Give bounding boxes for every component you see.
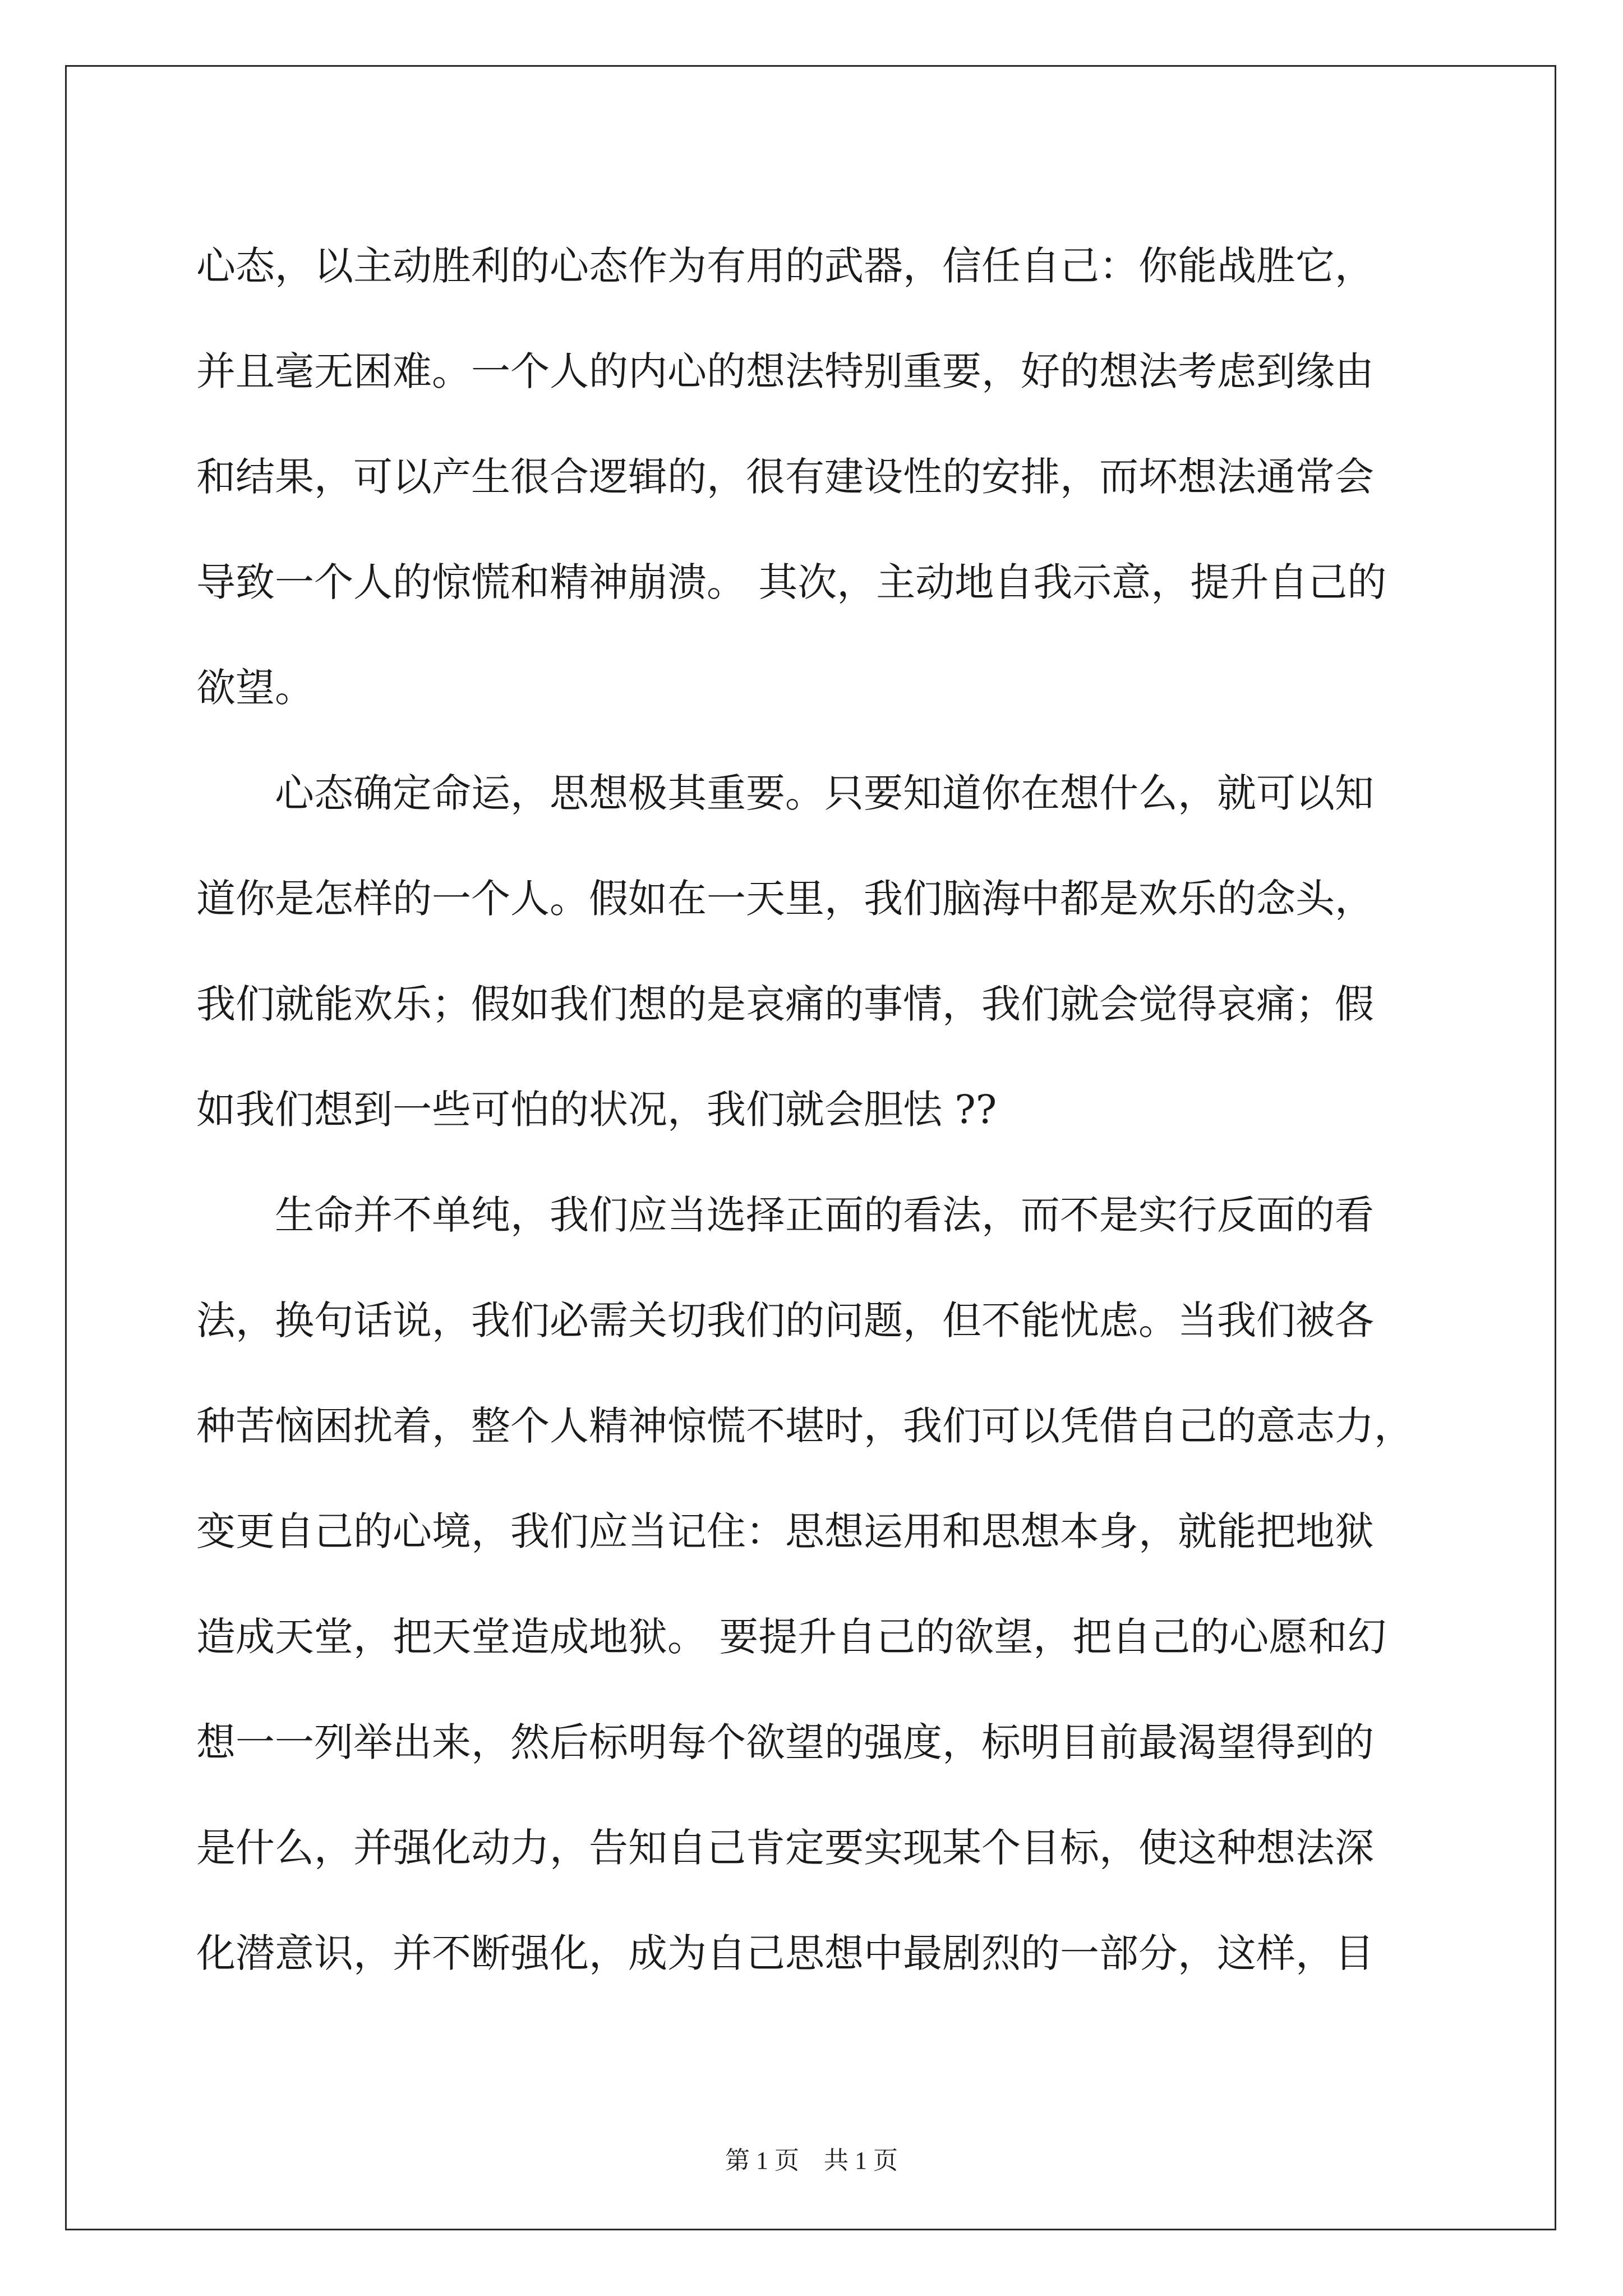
document-body — [196, 213, 1464, 2006]
text-line: 变更自己的心境，我们应当记住：思想运用和思想本身，就能把地狱 — [196, 1508, 1374, 1554]
text-line: 想一一列举出来，然后标明每个欲望的强度，标明目前最渴望得到的 — [196, 1719, 1374, 1765]
text-line: 化潜意识，并不断强化，成为自己思想中最剧烈的一部分，这样，目 — [196, 1930, 1374, 1976]
text-line: 导致一个人的惊慌和精神崩溃。 其次，主动地自我示意，提升自己的 — [196, 559, 1387, 605]
paragraph-start-line: 心态确定命运，思想极其重要。只要知道你在想什么，就可以知 — [275, 770, 1374, 816]
text-line: 造成天堂，把天堂造成地狱。 要提升自己的欲望，把自己的心愿和幻 — [196, 1614, 1387, 1660]
text-line: 和结果，可以产生很合逻辑的，很有建设性的安排，而坏想法通常会 — [196, 454, 1374, 500]
text-line: 并且毫无困难。一个人的内心的想法特别重要，好的想法考虑到缘由 — [196, 348, 1374, 394]
text-line: 我们就能欢乐；假如我们想的是哀痛的事情，我们就会觉得哀痛；假 — [196, 981, 1374, 1027]
text-line: 道你是怎样的一个人。假如在一天里，我们脑海中都是欢乐的念头， — [196, 876, 1374, 922]
text-line: 心态，以主动胜利的心态作为有用的武器，信任自己：你能战胜它， — [196, 243, 1374, 289]
text-line: 是什么，并强化动力，告知自己肯定要实现某个目标，使这种想法深 — [196, 1825, 1374, 1871]
paragraph-start-line: 生命并不单纯，我们应当选择正面的看法，而不是实行反面的看 — [275, 1192, 1374, 1238]
text-line: 法，换句话说，我们必需关切我们的问题，但不能忧虑。当我们被各 — [196, 1297, 1374, 1343]
text-line: 如我们想到一些可怕的状况，我们就会胆怯 ?? — [196, 1087, 997, 1133]
text-line: 种苦恼困扰着，整个人精神惊慌不堪时，我们可以凭借自己的意志力， — [196, 1403, 1413, 1449]
page-footer: 第 1 页 共 1 页 — [725, 2147, 898, 2174]
text-line: 欲望。 — [196, 665, 314, 711]
